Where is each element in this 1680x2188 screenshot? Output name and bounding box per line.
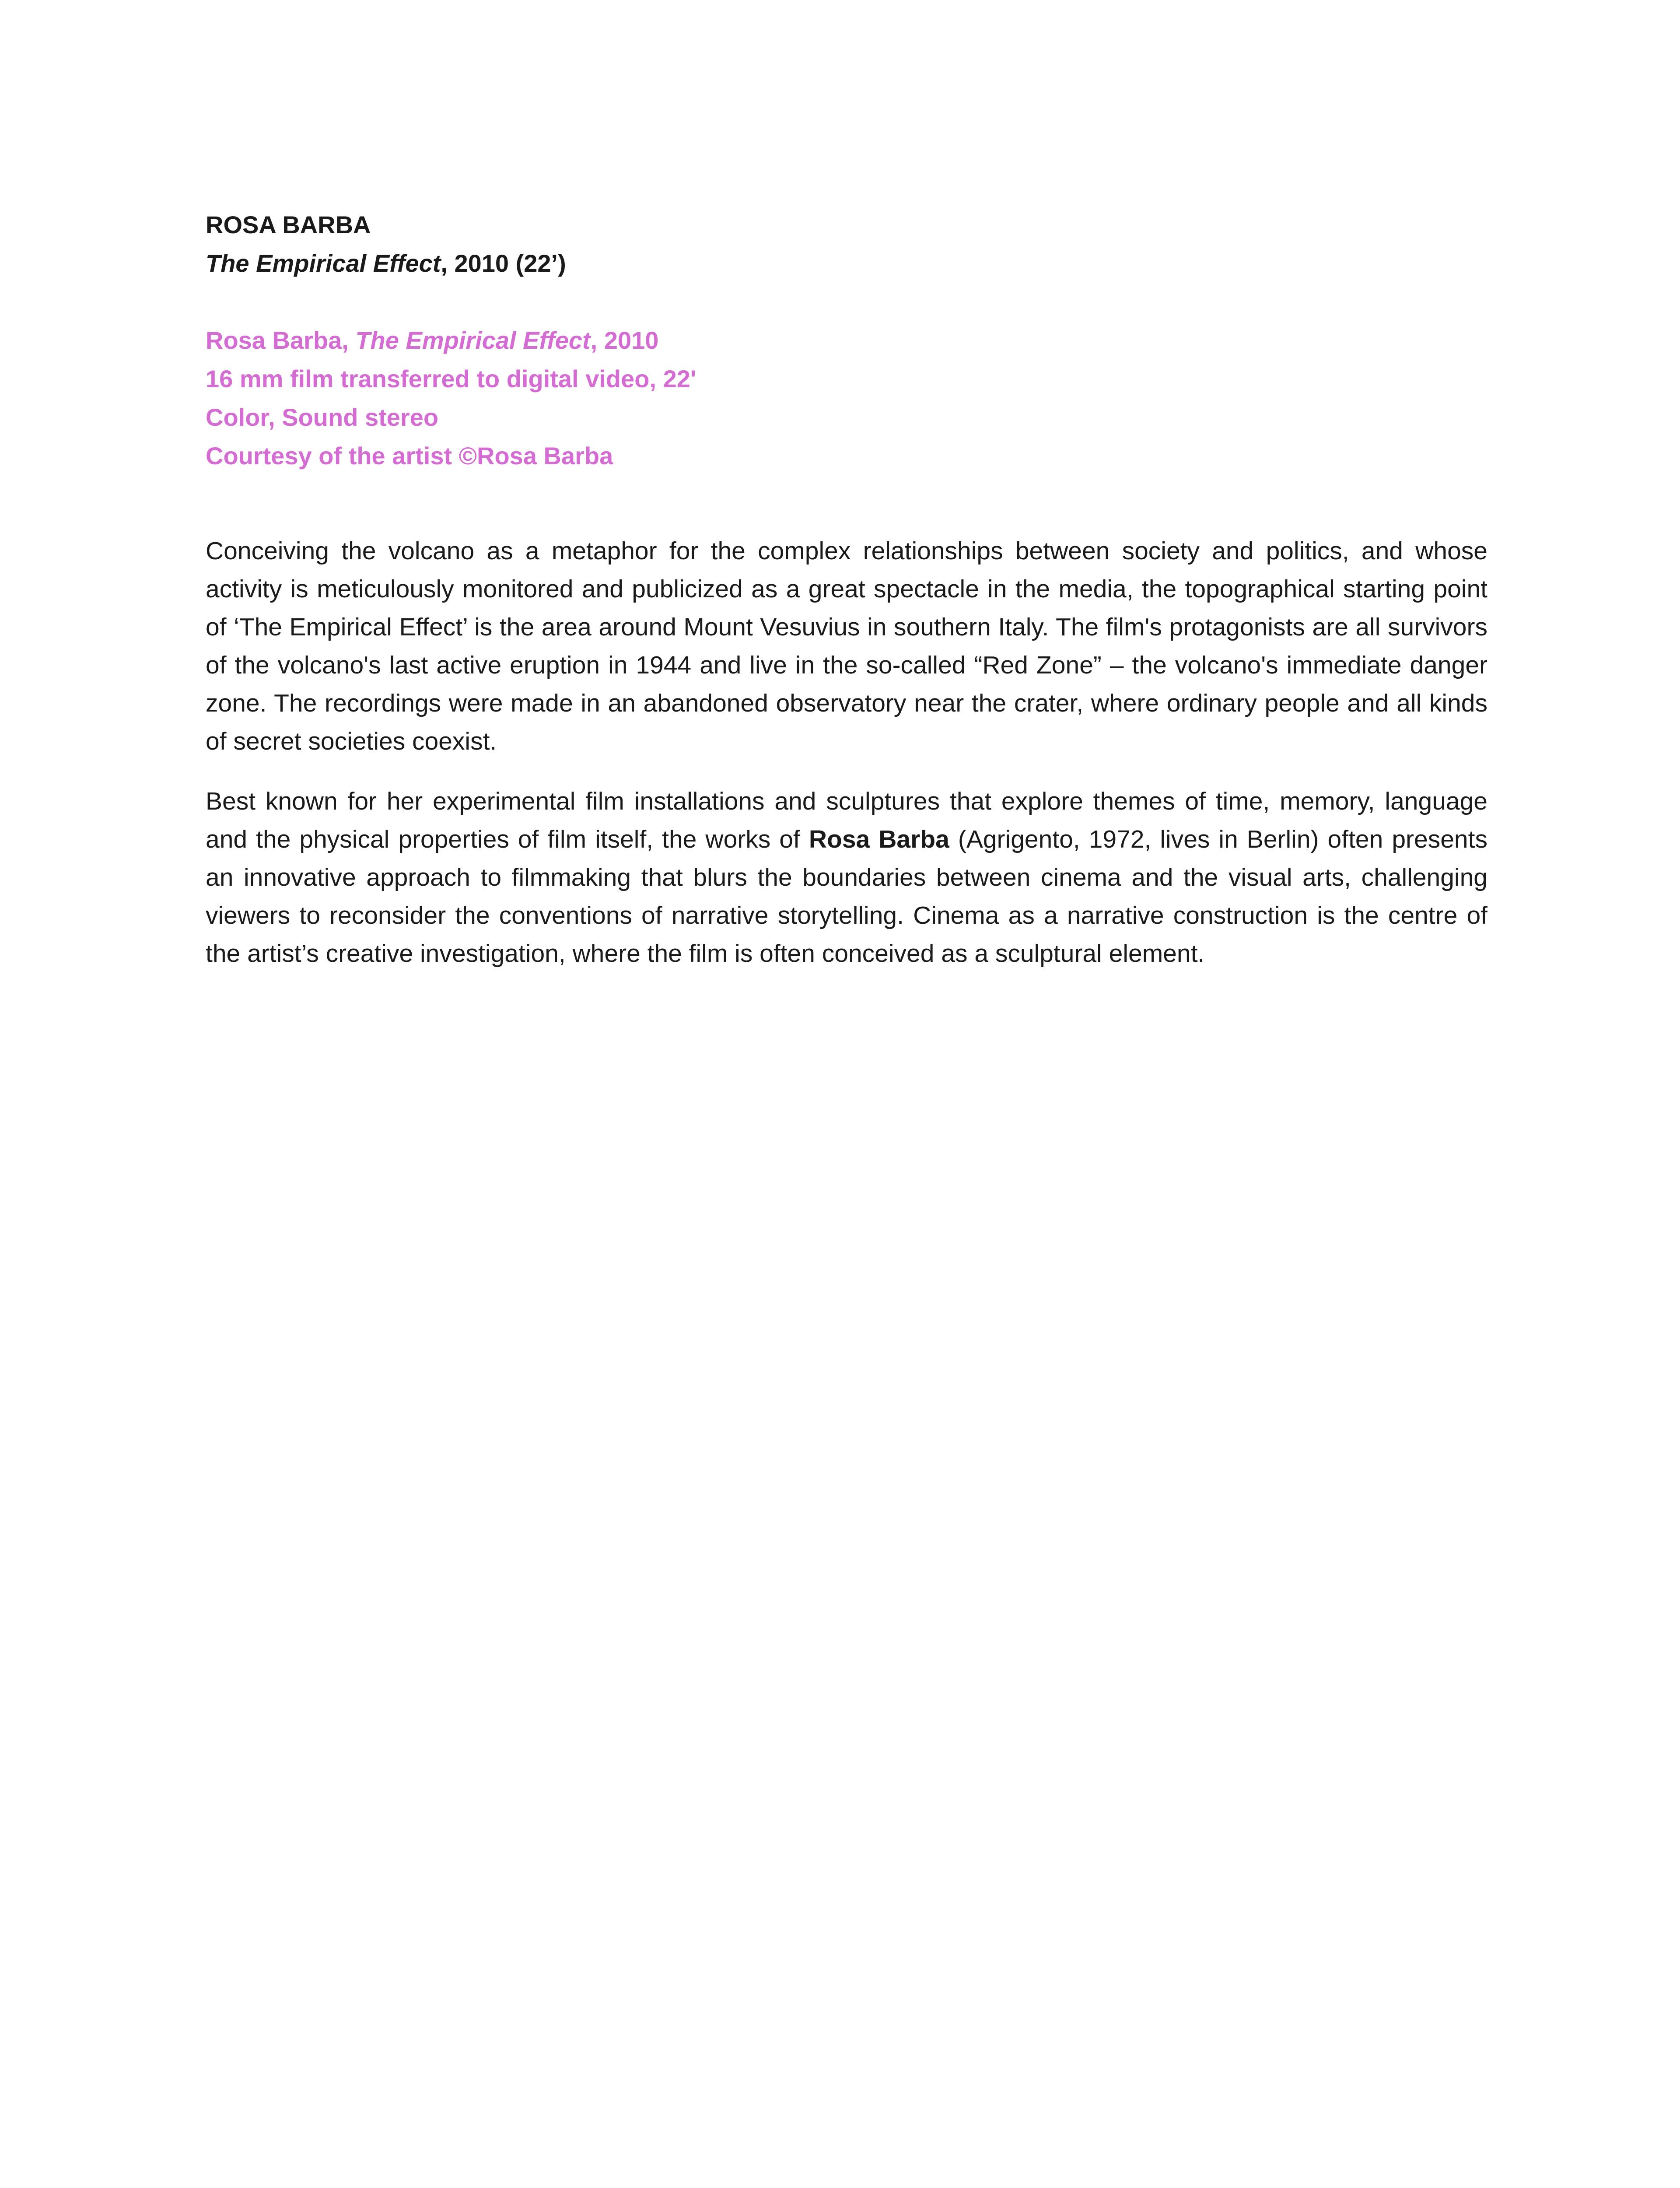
- credits-color-sound: Color, Sound stereo: [206, 403, 439, 431]
- credits-title: The Empirical Effect: [355, 326, 591, 354]
- credits-artist: Rosa Barba,: [206, 326, 356, 354]
- paragraph-2-intro: Best known for her experimental film installations and sculptures that explore themes of time, memory, language and the physical properties of film itself, the works of: [206, 787, 1488, 853]
- paragraph-1: Conceiving the volcano as a metaphor for the complex relationships between society and politics, and whose activity is meticulously monitored and publicized as a great spectacle in the media, the topographical starting point of ‘The Empirical Effect’ is the area around Mount Vesuvius in southern Italy. The film's protagonists are all survivors of the volcano's last active eruption in 1944 and live in the so-called “Red Zone” – the volcano's immediate danger zone. The recordings were made in an abandoned observatory near the crater, where ordinary people and all kinds of secret societies coexist.: [206, 537, 1488, 755]
- credits-year: , 2010: [590, 326, 659, 354]
- credits-medium: 16 mm film transferred to digital video, 22': [206, 365, 696, 393]
- artist-name-bold: Rosa Barba: [808, 825, 949, 853]
- work-title-line: [206, 244, 1488, 283]
- paragraph-2-rest: (Agrigento, 1972, lives in Berlin) often presents an innovative approach to filmmaking that blurs the boundaries between cinema and the visual arts, challenging viewers to reconsider the conventions of narrative storytelling. Cinema as a narrative construction is the centre of the artist’s creative investigation, where the film is often conceived as a sculptural element.: [206, 825, 1488, 968]
- description: [206, 532, 1488, 973]
- work-heading: [206, 206, 1488, 283]
- work-title: The Empirical Effect: [206, 249, 441, 277]
- credits-line-title: [206, 321, 1488, 360]
- work-credits: [206, 321, 1488, 475]
- document-page: [206, 206, 1488, 995]
- paragraph-2: [206, 782, 1488, 973]
- work-meta: , 2010 (22’): [441, 249, 566, 277]
- artist-name: ROSA BARBA: [206, 211, 371, 238]
- credits-courtesy: Courtesy of the artist ©Rosa Barba: [206, 442, 613, 470]
